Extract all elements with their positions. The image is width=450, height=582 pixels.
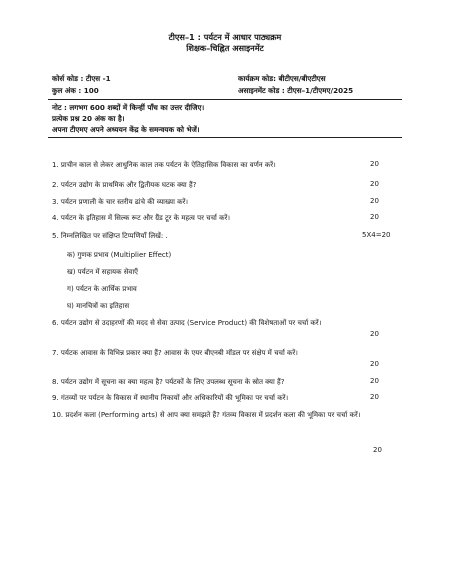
question-1: 1. प्राचीन काल से लेकर आधुनिक काल तक पर्यटन के ऐतिहासिक विकास का वर्णन करें। <box>52 161 276 169</box>
question-4: 4. पर्यटन के इतिहास में सिल्क रूट और ग्रैंड टूर के महत्व पर चर्चा करें। <box>52 214 230 222</box>
question-5-marks: 5X4=20 <box>362 231 391 239</box>
note-line-2: प्रत्येक प्रश्न 20 अंक का है। <box>52 114 125 123</box>
question-7-marks: 20 <box>370 360 379 368</box>
bottom-divider <box>48 137 402 138</box>
note-line-3: अपना टीएमए अपने अध्ययन केंद्र के समन्वयक को भेजें। <box>52 125 200 134</box>
question-8: 8. पर्यटन उद्योग में सूचना का क्या महत्व है? पर्यटकों के लिए उपलब्ध सूचना के स्रोत क्या हैं? <box>52 378 285 386</box>
question-2: 2. पर्यटन उद्योग के प्राथमिक और द्वितीयक घटक क्या हैं? <box>52 181 197 189</box>
question-10: 10. प्रदर्शन कला (Performing arts) से आप क्या समझते हैं? गंतव्य विकास में प्रदर्शन कला की भूमिका पर चर्चा करें। <box>52 411 361 419</box>
sub-item-c: ग) पर्यटन के आर्थिक प्रभाव <box>67 285 137 293</box>
assignment-code: असाइनमेंट कोड : टीएस–1/टीएमए/2025 <box>238 86 354 95</box>
question-10-marks: 20 <box>373 446 382 454</box>
question-5: 5. निम्नलिखित पर संक्षिप्त टिप्पणियाँ लिखें: . <box>52 232 168 240</box>
top-divider <box>48 99 402 100</box>
question-3: 3. पर्यटन प्रणाली के चार स्तरीय ढांचे की व्याख्या करें। <box>52 198 189 206</box>
question-6-marks: 20 <box>370 330 379 338</box>
total-marks: कुल अंक : 100 <box>52 86 99 95</box>
course-title: टीएस–1 : पर्यटन में आधार पाठ्यक्रम <box>168 32 282 42</box>
course-code: कोर्स कोड : टीएस -1 <box>52 74 111 83</box>
question-3-marks: 20 <box>370 197 379 205</box>
sub-item-b: ख) पर्यटन में सहायक सेवाएँ <box>67 268 138 276</box>
question-1-marks: 20 <box>370 160 379 168</box>
assignment-subtitle: शिक्षक–चिह्नित असाइनमेंट <box>186 43 264 53</box>
question-4-marks: 20 <box>370 213 379 221</box>
question-8-marks: 20 <box>370 377 379 385</box>
question-6: 6. पर्यटन उद्योग से उदाहरणों की मदद से सेवा उत्पाद (Service Product) की विशेषताओं पर चर्चा करें। <box>52 319 322 327</box>
programme-code: कार्यक्रम कोड: बीटीएस/बीएटीएस <box>238 74 326 83</box>
sub-item-d: घ) मानचित्रों का इतिहास <box>67 302 130 310</box>
question-9-marks: 20 <box>370 393 379 401</box>
note-line-1: नोट : लगभग 600 शब्दों में किन्हीं पाँच का उत्तर दीजिए। <box>52 103 205 112</box>
sub-item-a: क) गुणक प्रभाव (Multiplier Effect) <box>67 251 172 259</box>
question-2-marks: 20 <box>370 180 379 188</box>
question-9: 9. गंतव्यों पर पर्यटन के विकास में स्थानीय निकायों और अधिकारियों की भूमिका पर चर्चा करें। <box>52 394 289 402</box>
question-7: 7. पर्यटक आवास के विभिन्न प्रकार क्या हैं? आवास के एयर बीएनबी मॉडल पर संक्षेप में चर्चा करें। <box>52 349 298 357</box>
